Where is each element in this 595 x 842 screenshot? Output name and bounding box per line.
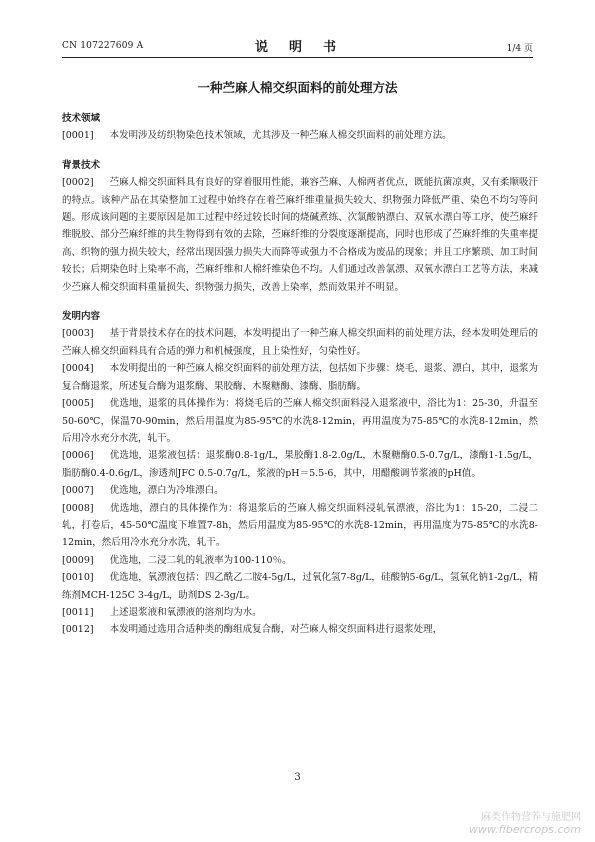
watermark-url: www.fibercrops.com xyxy=(468,823,581,836)
paragraph-text: 优选地，退浆的具体操作为：将烧毛后的苎麻人棉交织面料浸入退浆液中，浴比为1：25-30，升温至50-60℃，保温70-90min，然后用温度为85-95℃的水洗8-12min，再用温度为75-85℃的水洗8-12min，然后用冷水充分水洗，轧干。 xyxy=(62,398,538,444)
paragraph-text: 优选地，二浸二轧的轧液率为100-110％。 xyxy=(109,554,292,566)
patent-number: CN 107227609 A xyxy=(62,41,144,51)
paragraph-number: [0012] xyxy=(62,624,94,636)
paragraph-number: [0009] xyxy=(62,554,94,566)
paragraph-text: 本发明通过选用合适种类的酶组成复合酶，对苎麻人棉交织面料进行退浆处理， xyxy=(109,624,443,636)
paragraph-number: [0001] xyxy=(62,130,94,142)
paragraph xyxy=(62,621,538,638)
paragraph-number: [0008] xyxy=(62,502,94,514)
paragraph-text: 优选地，氧漂液包括：四乙酰乙二胺4-5g/L，过氧化氢7-8g/L，硅酸钠5-6g/L，氢氧化钠1-2g/L，精练剂MCH-125C 3-4g/L，助剂DS 2-3g/L。 xyxy=(62,572,538,601)
paragraph xyxy=(62,174,538,296)
paragraph xyxy=(62,569,538,604)
paragraph xyxy=(62,482,538,499)
paragraph-text: 基于背景技术存在的技术问题，本发明提出了一种苎麻人棉交织面料的前处理方法，经本发明处理后的苎麻人棉交织面料具有合适的弹力和机械强度，且上染性好，匀染性好。 xyxy=(62,328,538,357)
page-number: 3 xyxy=(294,772,301,783)
paragraph xyxy=(62,552,538,569)
page-header xyxy=(0,0,595,60)
paragraph-number: [0010] xyxy=(62,572,94,584)
paragraph xyxy=(62,360,538,395)
section-heading-summary: 发明内容 xyxy=(62,311,101,323)
paragraph-number: [0003] xyxy=(62,328,94,340)
paragraph xyxy=(62,447,538,482)
paragraph-text: 优选地，漂白的具体操作为：将退浆后的苎麻人棉交织面料浸轧氧漂液，浴比为1：15-20，二浸二轧，打卷后，45-50℃温度下堆置7-8h，然后用温度为85-95℃的水洗8-12min，再用温度为75-85℃的水洗8-12min，然后用冷水充分水洗，轧干。 xyxy=(62,502,538,549)
paragraph-number: [0002] xyxy=(62,177,94,189)
paragraph-text: 本发明涉及纺织物染色技术领域，尤其涉及一种苎麻人棉交织面料的前处理方法。 xyxy=(109,130,452,142)
header-divider xyxy=(62,57,533,58)
paragraph-number: [0007] xyxy=(62,485,94,497)
document-type: 说 明 书 xyxy=(254,40,340,55)
paragraph-text: 上述退浆液和氧漂液的溶剂均为水。 xyxy=(109,606,262,618)
paragraph xyxy=(62,325,538,360)
paragraph xyxy=(62,127,538,144)
paragraph-text: 本发明提出的一种苎麻人棉交织面料的前处理方法，包括如下步骤：烧毛、退浆、漂白，其中，退浆为复合酶退浆，所述复合酶为退浆酶、果胶酶、木聚糖酶、漆酶、脂肪酶。 xyxy=(62,363,538,392)
paragraph-number: [0005] xyxy=(62,398,94,410)
paragraph-number: [0004] xyxy=(62,363,94,375)
section-heading-tech-field: 技术领域 xyxy=(62,113,101,124)
paragraph-text: 优选地，退浆液包括：退浆酶0.8-1g/L，果胶酶1.8-2.0g/L，木聚糖酶0.5-0.7g/L，漆酶1-1.5g/L，脂肪酶0.4-0.6g/L，渗透剂JFC 0.5-0.7g/L，浆液的pH＝5.5-6，其中，用醋酸调节浆液的pH值。 xyxy=(62,450,538,479)
paragraph-text: 苎麻人棉交织面料具有良好的穿着服用性能，兼容苎麻、人棉两者优点，既能抗菌凉爽，又有柔顺吸汗的特点。该种产品在其染整加工过程中始终存在着苎麻纤维重量损失较大、织物强力降低严重、染色不均匀等问题。形成该问题的主要原因是加工过程中经过较长时间的烧碱煮练、次氯酸钠漂白、双氧水漂白等工序，使苎麻纤维脱胶、部分苎麻纤维的共生物得到有效的去除，苎麻纤维的分裂度逐渐提高，同时也形成了苎麻纤维的失重率提高、织物的强力损失较大，经常出现因强力损失大而降等或强力不合格成为废品的现象；并且工序繁琐、加工时间较长；后期染色时上染率不高，苎麻纤维和人棉纤维染色不均。人们通过改善氯漂、双氧水漂白工艺等方法，来减少苎麻人棉交织面料重量损失、织物强力损失，改善上染率，然而效果并不明显。 xyxy=(62,177,538,293)
page-label: 1/4 页 xyxy=(506,44,533,54)
document-body xyxy=(62,110,538,639)
paragraph xyxy=(62,604,538,621)
section-heading-background: 背景技术 xyxy=(62,159,101,171)
document-title: 一种苎麻人棉交织面料的前处理方法 xyxy=(197,80,398,95)
watermark-site-name: 麻类作物营养与施肥网 xyxy=(481,812,581,823)
paragraph-text: 优选地，漂白为冷堆漂白。 xyxy=(109,485,224,497)
watermark xyxy=(469,808,581,836)
paragraph xyxy=(62,500,538,552)
paragraph xyxy=(62,395,538,447)
paragraph-number: [0011] xyxy=(62,606,94,618)
paragraph-number: [0006] xyxy=(62,450,94,462)
